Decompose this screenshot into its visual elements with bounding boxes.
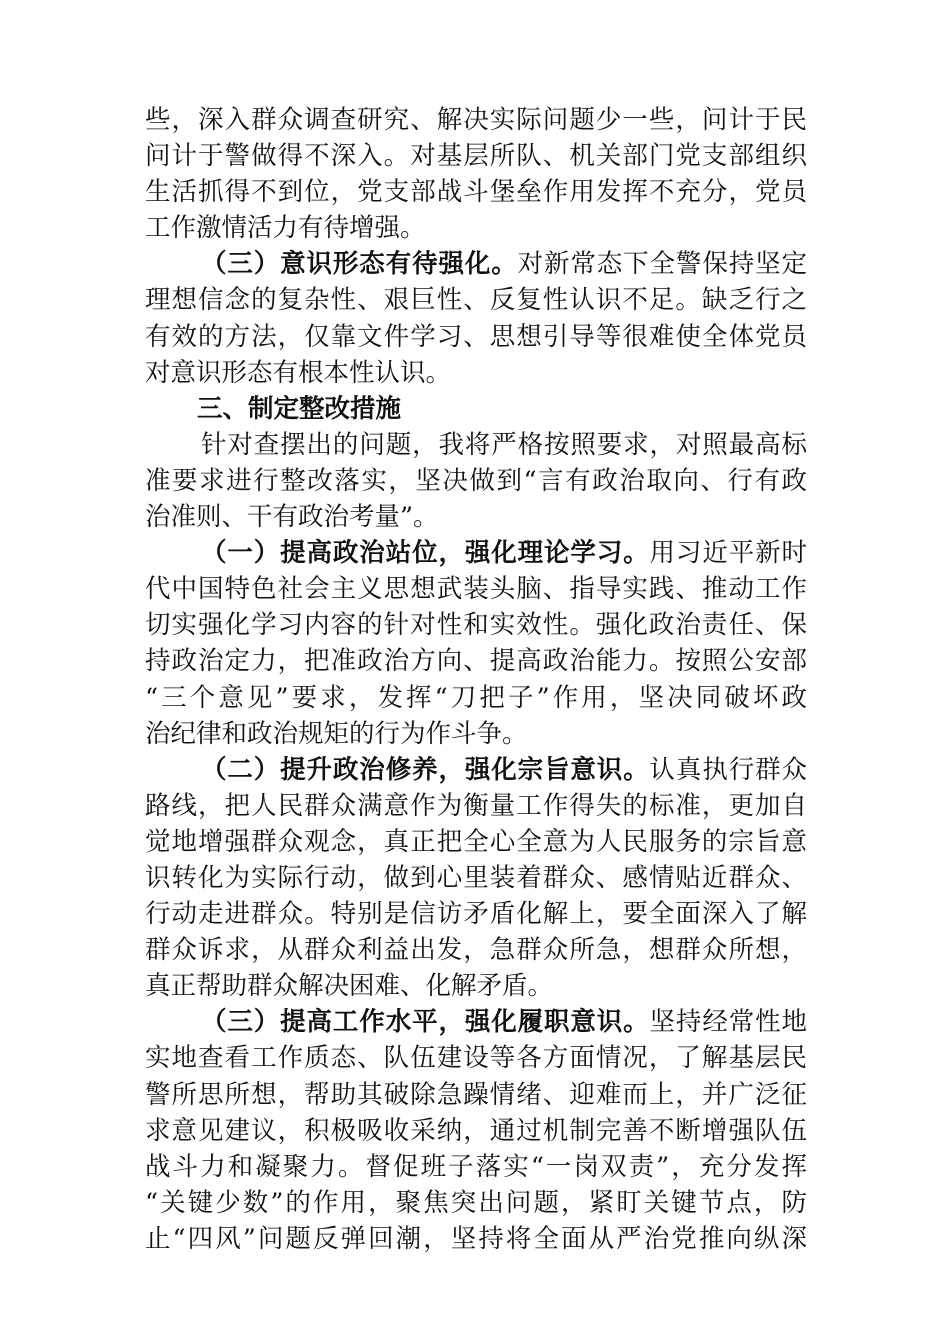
text-line: 觉地增强群众观念，真正把全心全意为人民服务的宗旨意 [145,826,807,857]
text-line: 实地查看工作质态、队伍建设等各方面情况，了解基层民 [145,1043,807,1074]
text-line: 工作激情活力有待增强。 [145,213,426,244]
line-text: 认真执行群众 [649,754,807,785]
text-line: 代中国特色社会主义思想武装头脑、指导实践、推动工作 [145,574,807,605]
text-line: 求意见建议，积极吸收采纳，通过机制完善不断增强队伍 [145,1115,807,1146]
text-line: 真正帮助群众解决困难、化解矛盾。 [145,971,554,1002]
paragraph-lead-heading: （三）意识形态有待强化。 [201,249,518,280]
text-line: 治准则、干有政治考量”。 [145,502,439,533]
text-line: 路线，把人民群众满意作为衡量工作得失的标准，更加自 [145,790,807,821]
paragraph-lead-heading: （二）提升政治修养，强化宗旨意识。 [201,754,650,785]
text-line: 生活抓得不到位，党支部战斗堡垒作用发挥不充分，党员 [145,177,807,208]
text-line: 理想信念的复杂性、艰巨性、反复性认识不足。缺乏行之 [145,285,807,316]
line-text: 坚持经常性地 [649,1007,807,1038]
text-line: 止“四风”问题反弹回潮，坚持将全面从严治党推向纵深 [145,1223,807,1254]
text-line: 些，深入群众调查研究、解决实际问题少一些，问计于民 [145,105,807,135]
paragraph [145,1004,807,1257]
paragraph [145,246,807,390]
text-line: 治纪律和政治规矩的行为作斗争。 [145,718,528,749]
text-line: 识转化为实际行动，做到心里装着群众、感情贴近群众、 [145,862,807,893]
text-line [145,535,807,571]
text-line [145,752,807,788]
section-heading [145,391,807,427]
text-line: 群众诉求，从群众利益出发，急群众所急，想群众所想， [145,935,807,966]
line-text: 对新常态下全警保持坚定 [517,249,807,280]
text-line: 有效的方法，仅靠文件学习、思想引导等很难使全体党员 [145,321,807,352]
text-line: 针对查摆出的问题，我将严格按照要求，对照最高标 [201,429,807,460]
text-line: 持政治定力，把准政治方向、提高政治能力。按照公安部 [145,646,807,677]
paragraph-lead-heading: （三）提高工作水平，强化履职意识。 [201,1007,650,1038]
paragraph [145,102,807,246]
paragraph [145,535,807,752]
text-line: “关键少数”的作用，聚焦突出问题，紧盯关键节点，防 [145,1187,807,1218]
text-line: 问计于警做得不深入。对基层所队、机关部门党支部组织 [145,141,807,172]
text-line: 战斗力和凝聚力。督促班子落实“一岗双责”，充分发挥 [145,1151,807,1182]
document-page-body [145,102,807,1257]
text-line: “三个意见”要求，发挥“刀把子”作用，坚决同破坏政 [145,682,807,713]
text-line: 对意识形态有根本性认识。 [145,357,452,388]
paragraph [145,427,807,535]
paragraph [145,752,807,1005]
text-line: 切实强化学习内容的针对性和实效性。强化政治责任、保 [145,610,807,641]
text-line: 行动走进群众。特别是信访矛盾化解上，要全面深入了解 [145,899,807,930]
text-line: 警所思所想，帮助其破除急躁情绪、迎难而上，并广泛征 [145,1079,807,1110]
text-line [145,246,807,282]
text-line: 准要求进行整改落实，坚决做到“言有政治取向、行有政 [145,465,807,496]
paragraph-lead-heading: （一）提高政治站位，强化理论学习。 [201,538,650,569]
text-line: 三、制定整改措施 [197,393,402,424]
text-line [145,1004,807,1040]
line-text: 用习近平新时 [649,538,807,569]
